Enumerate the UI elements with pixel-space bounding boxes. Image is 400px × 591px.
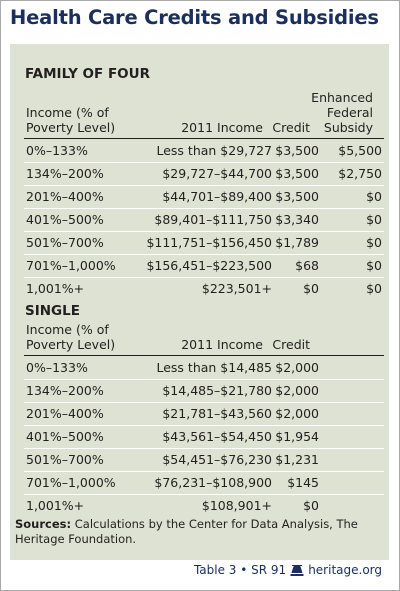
table-cell: 134%–200% bbox=[26, 383, 104, 398]
table-row bbox=[24, 472, 384, 495]
table-row bbox=[24, 403, 384, 426]
single-section-heading: SINGLE bbox=[25, 303, 80, 319]
table-cell: $14,485–$21,780 bbox=[162, 383, 272, 398]
table-row bbox=[24, 163, 384, 186]
table-cell: $0 bbox=[366, 258, 382, 273]
single-col-credit: Credit bbox=[272, 337, 310, 352]
table-cell: $0 bbox=[366, 235, 382, 250]
table-row bbox=[24, 255, 384, 278]
sources-text: Calculations by the Center for Data Analysis, The Heritage Foundation. bbox=[15, 517, 358, 546]
family-col-2011-income: 2011 Income bbox=[181, 120, 263, 135]
table-cell: $223,501+ bbox=[201, 281, 272, 296]
table-cell: Less than $29,727 bbox=[156, 143, 272, 158]
single-col-2011-income: 2011 Income bbox=[181, 337, 263, 352]
table-row bbox=[24, 209, 384, 232]
table-row bbox=[24, 140, 384, 163]
table-cell: 701%–1,000% bbox=[26, 258, 116, 273]
table-cell: $1,789 bbox=[275, 235, 319, 250]
table-cell: $0 bbox=[303, 498, 319, 513]
single-col-income-pct-line2: Poverty Level) bbox=[26, 337, 116, 352]
table-cell: $0 bbox=[303, 281, 319, 296]
table-row bbox=[24, 426, 384, 449]
table-row bbox=[24, 278, 384, 300]
table-cell: 201%–400% bbox=[26, 189, 104, 204]
table-cell: 501%–700% bbox=[26, 452, 104, 467]
footer-ref: Table 3 • SR 91 bbox=[193, 563, 287, 577]
table-cell: 201%–400% bbox=[26, 406, 104, 421]
table-cell: $44,701–$89,400 bbox=[162, 189, 272, 204]
table-cell: $76,231–$108,900 bbox=[154, 475, 272, 490]
table-row bbox=[24, 357, 384, 380]
table-row bbox=[24, 232, 384, 255]
table-cell: $2,000 bbox=[275, 360, 319, 375]
single-col-income-pct-line1: Income (% of bbox=[26, 322, 109, 337]
family-col-subsidy-line3: Subsidy bbox=[323, 120, 373, 135]
table-cell: $156,451–$223,500 bbox=[146, 258, 272, 273]
family-col-income-pct bbox=[26, 105, 115, 135]
table-cell: $3,500 bbox=[275, 143, 319, 158]
table-cell: $43,561–$54,450 bbox=[162, 429, 272, 444]
table-cell: $0 bbox=[366, 189, 382, 204]
table-cell: $2,750 bbox=[338, 166, 382, 181]
table-cell: 134%–200% bbox=[26, 166, 104, 181]
table-cell: 701%–1,000% bbox=[26, 475, 116, 490]
table-cell: $3,500 bbox=[275, 166, 319, 181]
table-cell: $0 bbox=[366, 281, 382, 296]
footer bbox=[194, 563, 382, 577]
table-cell: 1,001%+ bbox=[26, 498, 85, 513]
family-col-subsidy-line2: Federal bbox=[326, 105, 373, 120]
single-col-income-pct bbox=[26, 322, 115, 352]
sources-label: Sources: bbox=[15, 517, 72, 531]
table-cell: 401%–500% bbox=[26, 429, 104, 444]
table-row bbox=[24, 495, 384, 517]
family-section-heading: FAMILY OF FOUR bbox=[25, 66, 151, 82]
table-cell: $1,231 bbox=[275, 452, 319, 467]
family-col-credit: Credit bbox=[272, 120, 310, 135]
family-col-income-pct-line1: Income (% of bbox=[26, 105, 109, 120]
table-cell: Less than $14,485 bbox=[156, 360, 272, 375]
table-panel bbox=[10, 44, 389, 560]
table-cell: $3,340 bbox=[275, 212, 319, 227]
table-row bbox=[24, 380, 384, 403]
single-header-rule bbox=[24, 355, 384, 356]
family-header-rule bbox=[24, 138, 384, 139]
family-col-enhanced-subsidy bbox=[311, 90, 373, 135]
table-cell: $21,781–$43,560 bbox=[162, 406, 272, 421]
table-cell: $145 bbox=[287, 475, 319, 490]
table-cell: 0%–133% bbox=[26, 360, 88, 375]
table-cell: $3,500 bbox=[275, 189, 319, 204]
table-row bbox=[24, 186, 384, 209]
page-title: Health Care Credits and Subsidies bbox=[10, 6, 379, 29]
table-cell: $89,401–$111,750 bbox=[154, 212, 272, 227]
table-cell: $68 bbox=[295, 258, 319, 273]
footer-site: heritage.org bbox=[308, 563, 382, 577]
family-col-income-pct-line2: Poverty Level) bbox=[26, 120, 116, 135]
table-cell: 1,001%+ bbox=[26, 281, 85, 296]
table-cell: 401%–500% bbox=[26, 212, 104, 227]
family-col-subsidy-line1: Enhanced bbox=[311, 90, 373, 105]
sources-note bbox=[15, 517, 375, 547]
table-cell: 501%–700% bbox=[26, 235, 104, 250]
table-cell: $29,727–$44,700 bbox=[162, 166, 272, 181]
table-row bbox=[24, 449, 384, 472]
table-cell: $2,000 bbox=[275, 406, 319, 421]
table-cell: $111,751–$156,450 bbox=[146, 235, 272, 250]
table-cell: $5,500 bbox=[338, 143, 382, 158]
table-cell: $1,954 bbox=[275, 429, 319, 444]
table-cell: $54,451–$76,230 bbox=[162, 452, 272, 467]
table-cell: $2,000 bbox=[275, 383, 319, 398]
liberty-bell-icon bbox=[290, 564, 304, 577]
table-cell: $0 bbox=[366, 212, 382, 227]
table-cell: $108,901+ bbox=[201, 498, 272, 513]
table-cell: 0%–133% bbox=[26, 143, 88, 158]
